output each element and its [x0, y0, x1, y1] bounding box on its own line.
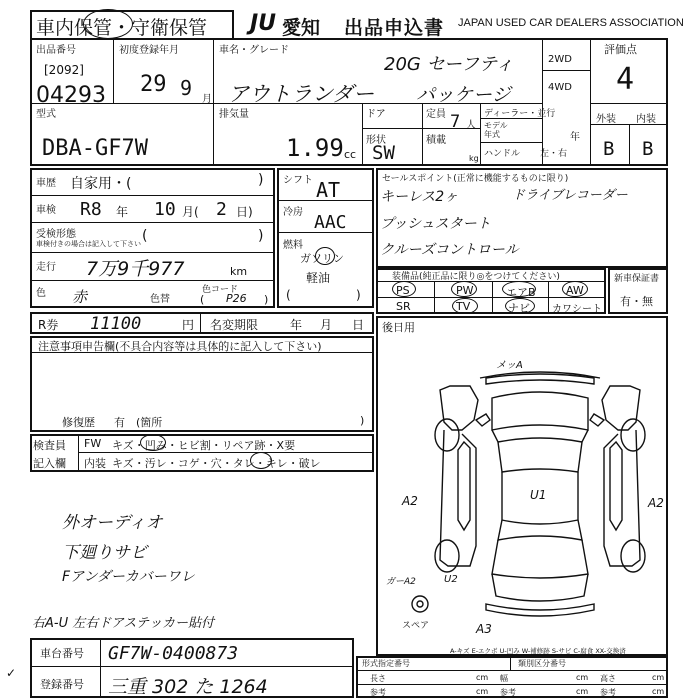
inspection-year-unit: 年: [116, 205, 129, 219]
association-name: JAPAN USED CAR DEALERS ASSOCIATION: [458, 17, 684, 29]
plate-label: 登録番号: [40, 678, 84, 691]
shape: SW: [372, 142, 395, 164]
reg-month: 9: [180, 76, 193, 100]
model: DBA-GF7W: [42, 136, 148, 161]
inspection-month: 10: [154, 199, 176, 220]
height-unit: cm: [652, 673, 665, 682]
interior-score: B: [642, 138, 654, 160]
storage-notice: 車内保管・守衛保管: [36, 17, 208, 39]
remark-undercover: Fアンダーカバーワレ: [62, 569, 195, 585]
mark-right-door: A2: [648, 496, 664, 510]
ref-unit-1: cm: [476, 687, 489, 696]
spare-label: スペア: [402, 621, 430, 631]
handle-options: 左・右: [540, 149, 568, 159]
inspection-year: R8: [80, 199, 102, 220]
score-label: 評価点: [604, 43, 637, 56]
chassis-number: GF7W-0400873: [108, 643, 239, 664]
drive-4wd: 4WD: [548, 82, 572, 93]
ref-unit-2: cm: [576, 687, 589, 696]
height-label: 高さ: [600, 674, 616, 683]
color-code: P26: [226, 292, 247, 305]
diagram-label: 後日用: [382, 321, 415, 334]
name-change-day: 日: [352, 318, 365, 332]
equip-aw: AW: [566, 284, 584, 297]
fuel-gasoline: ガソリン: [300, 252, 344, 265]
receipt-label: 受検形態: [36, 229, 76, 240]
equip-tv: TV: [456, 300, 471, 313]
door-label: ドア: [366, 109, 386, 120]
shift-label: シフト: [283, 175, 313, 186]
capacity: 7: [450, 112, 461, 132]
equip-pw: PW: [456, 284, 474, 297]
fuel-paren-open: (: [286, 288, 291, 302]
sales-point-3: プッシュスタート: [380, 216, 491, 232]
ref-unit-3: cm: [652, 687, 665, 696]
interior-entry-label: 内装: [84, 457, 106, 470]
history-value: 自家用・(: [70, 176, 132, 192]
fw-items: キズ・凹み・ヒビ割・リペア跡・X要: [112, 439, 296, 452]
form-title: 出品申込書: [344, 17, 445, 39]
equip-airbag: エアB: [506, 286, 536, 299]
ref-label-1: 参考: [370, 688, 386, 697]
exterior-score: B: [603, 138, 615, 160]
repair-location-close: ): [360, 414, 365, 427]
lot-sub: [2092]: [44, 63, 84, 77]
mark-rear-bumper: A3: [476, 622, 492, 636]
remark-underbody: 下廻りサビ: [62, 543, 147, 563]
r-ticket-label: R券: [38, 318, 59, 332]
color-code-paren-open: (: [200, 293, 205, 306]
mark-left-door: A2: [402, 494, 418, 508]
mileage-label: 走行: [36, 262, 56, 273]
cooling-label: 冷房: [283, 207, 303, 218]
name-change-label: 名変期限: [210, 318, 259, 332]
sales-points-label: セールスポイント(正常に機能するものに限り): [382, 174, 569, 184]
handle-label: ハンドル: [484, 149, 521, 159]
width-unit: cm: [576, 673, 589, 682]
lot-number: 04293: [36, 83, 106, 108]
displacement-label: 排気量: [219, 109, 249, 120]
cooling-value: AAC: [314, 212, 347, 233]
warranty-label: 新車保証書: [614, 274, 660, 284]
color-value: 赤: [72, 288, 88, 306]
receipt-note: 車検付きの場合は記入して下さい: [36, 240, 141, 248]
color-label: 色: [36, 288, 46, 299]
history-label: 車歴: [36, 178, 56, 189]
name-change-year: 年: [290, 318, 303, 332]
grade: 20G セーフティ: [384, 54, 514, 75]
fw-label: FW: [84, 437, 102, 450]
package: パッケージ: [416, 84, 511, 106]
exterior-label: 外装: [596, 114, 616, 125]
reg-label: 初度登録年月: [119, 45, 179, 56]
warranty-options: 有・無: [620, 295, 653, 308]
mark-rear: U2: [444, 574, 458, 585]
month-unit: 月: [202, 94, 212, 105]
yen-unit: 円: [182, 318, 195, 332]
length-unit: cm: [476, 673, 489, 682]
entry-label: 記入欄: [33, 457, 66, 470]
color-code-paren-close: ): [264, 293, 269, 306]
notice-label: 注意事項申告欄(不具合内容等は具体的に記入して下さい): [38, 340, 322, 353]
capacity-label: 定員: [426, 109, 446, 120]
color-code-label: 色コード: [202, 285, 239, 295]
interior-label: 内装: [636, 114, 656, 125]
shape-label: 形状: [366, 135, 386, 146]
repair-label: 修復歴: [62, 416, 95, 429]
inspection-day: 2: [216, 199, 227, 220]
displacement: 1.99: [286, 134, 344, 162]
kg-unit: kg: [469, 154, 479, 163]
ju-logo: JU: [250, 11, 277, 36]
ref-label-2: 参考: [500, 688, 516, 697]
color-change-label: 色替: [150, 294, 170, 305]
receipt-paren-close: ): [258, 228, 264, 244]
model-year-label: モデル年式: [484, 121, 508, 139]
capacity-unit: 人: [466, 120, 476, 131]
ref-label-3: 参考: [600, 688, 616, 697]
receipt-paren-open: (: [142, 228, 148, 244]
reg-year: 29: [140, 72, 167, 97]
inspector-label: 検査員: [33, 439, 66, 452]
length-label: 長さ: [370, 674, 386, 683]
class-number-label: 類別区分番号: [518, 659, 566, 668]
remark-sticker: 右A-U 左右ドアステッカー貼付: [32, 616, 215, 631]
fuel-label: 燃料: [283, 240, 303, 251]
sales-point-4: クルーズコントロール: [380, 242, 519, 258]
r-ticket-amount: 11100: [90, 314, 142, 334]
repair-location: (箇所: [136, 416, 163, 429]
plate-number: 三重 302 た 1264: [108, 676, 268, 698]
km-unit: km: [230, 265, 248, 278]
mark-roof: U1: [530, 488, 547, 502]
lot-label: 出品番号: [36, 45, 76, 56]
inspection-month-unit: 月(: [182, 205, 199, 219]
fuel-diesel: 軽油: [306, 271, 331, 285]
remark-audio: 外オーディオ: [62, 513, 163, 533]
sales-point-1: キーレス2ヶ: [380, 189, 459, 205]
shift-value: AT: [316, 178, 341, 202]
mark-rear-garnish: ガーA2: [386, 577, 416, 587]
mark-front-bumper: メッA: [496, 360, 523, 371]
width-label: 幅: [500, 674, 508, 683]
inspection-day-unit: 日): [236, 205, 253, 219]
drive-2wd: 2WD: [548, 54, 572, 65]
repair-option: 有: [114, 416, 125, 429]
name-change-month: 月: [320, 318, 333, 332]
history-close: ): [258, 172, 264, 188]
model-label: 型式: [36, 109, 56, 120]
load-label: 積載: [426, 135, 446, 146]
year-unit: 年: [570, 132, 580, 143]
name-grade-label: 車名・グレード: [219, 45, 289, 56]
equipment-label: 装備品(純正品に限り◎をつけてください): [392, 272, 560, 282]
org-name: 愛知: [282, 17, 321, 39]
inspection-label: 車検: [36, 205, 56, 216]
sales-point-2: ドライブレコーダー: [512, 188, 628, 203]
damage-legend: A-キズ E-エクボ U-凹み W-補修跡 S-サビ C-腐食 XX-交換済: [450, 647, 626, 655]
check-mark: ✓: [6, 666, 17, 680]
model-number-label: 形式指定番号: [362, 659, 410, 668]
equip-navi: ナビ: [508, 302, 530, 315]
car-name: アウトランダー: [228, 82, 375, 106]
cc-unit: cc: [344, 148, 357, 161]
chassis-label: 車台番号: [40, 647, 84, 660]
mileage: 7万9千977: [86, 258, 185, 280]
fuel-paren-close: ): [356, 288, 361, 302]
equip-seat: カワシート: [552, 304, 602, 315]
score: 4: [616, 62, 635, 97]
interior-entry-items: キズ・汚レ・コゲ・穴・タレ・キレ・破レ: [112, 457, 321, 470]
equip-sr: SR: [396, 300, 411, 313]
equip-ps: PS: [396, 284, 410, 297]
dealer-label: ディーラー・並行: [484, 109, 556, 119]
